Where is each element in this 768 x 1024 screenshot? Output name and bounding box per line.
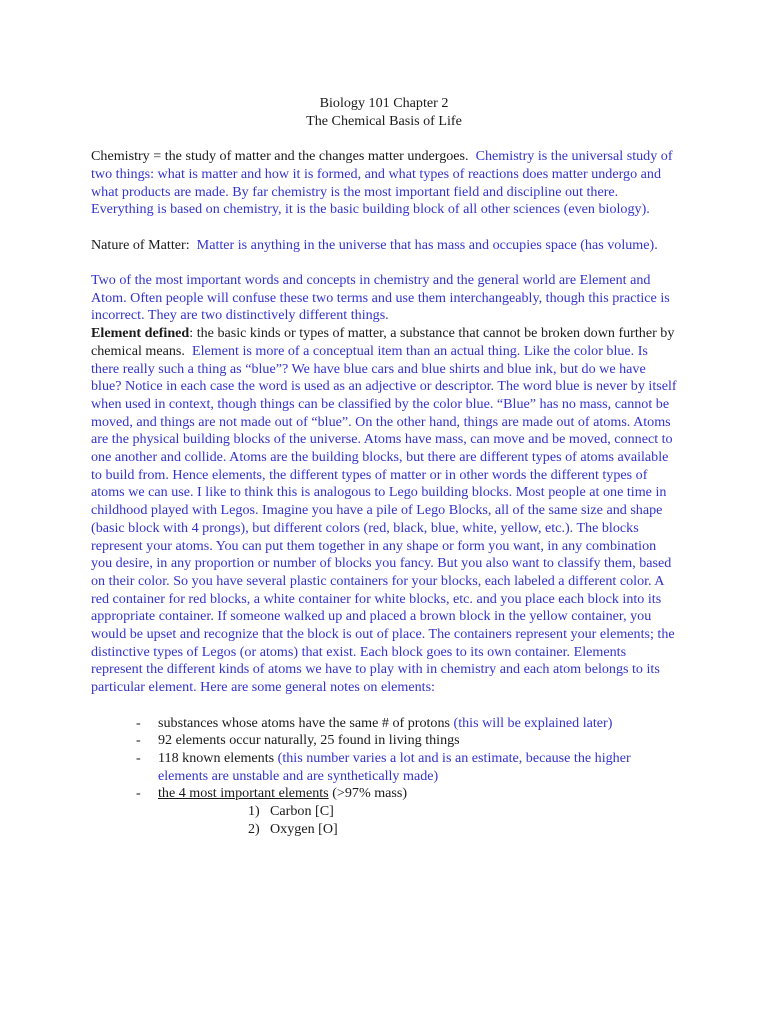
list-item	[91, 785, 677, 838]
list-dash: -	[136, 785, 141, 802]
element-notes-list	[91, 715, 677, 839]
note-annotation: (this will be explained later)	[453, 714, 613, 731]
document-title-block	[91, 95, 677, 130]
chemistry-paragraph	[91, 148, 677, 219]
element-analogy-text: Element is more of a conceptual item than an actual thing. Like the color blue. Is there really such a thing as “blue”? We have blue cars and blue shirts and blue ink, but do we have blue? Notice in each case the word is used as an adjective or descriptor. The word blue is never by itself when used in context, though things can be classified by the color blue. “Blue” has no mass, cannot be moved, and things are not made out of “blue”. On the other hand, things are made out of atoms. Atoms are the physical building blocks of the universe. Atoms have mass, can move and be moved, connect to one another and collide. Atoms are the building blocks, but there are different types of atoms available to build from. Hence elements, the different types of matter or in other words the different types of atoms we can use. I like to think this is analogous to Lego building blocks. Most people at one time in childhood played with Legos. Imagine you have a pile of Lego Blocks, all of the same size and shape (basic block with 4 prongs), but different colors (red, black, blue, white, yellow, etc.). The blocks represent your atoms. You can put them together in any shape or form you want, in any combination you desire, in any proportion or number of blocks you fancy. But you also want to classify them, based on their color. So you have several plastic containers for your blocks, each labeled a different color. A red container for red blocks, a white container for white blocks, etc. and you place each block into its appropriate container. If someone walked up and placed a brown block in the yellow container, you would be upset and recognize that the block is out of place. The containers represent your elements; the distinctive types of Legos (or atoms) that exist. Each block goes to its own container. Elements represent the different kinds of atoms we have to play with in chemistry and each atom belongs to its particular element. Here are some general notes on elements:	[91, 342, 677, 696]
list-item	[91, 732, 677, 750]
note-text: (>97% mass)	[332, 785, 408, 802]
document-page	[91, 95, 677, 838]
element-definition: : the basic kinds or types of matter, a substance that cannot be broken down further by chemical means.	[91, 325, 675, 359]
list-dash: -	[136, 732, 141, 749]
list-dash: -	[136, 714, 141, 731]
sub-list-text: Carbon [C]	[270, 803, 334, 820]
matter-definition: Matter is anything in the universe that has mass and occupies space (has volume).	[196, 236, 658, 253]
sub-list-number: 1)	[248, 803, 260, 820]
element-defined-paragraph	[91, 325, 677, 697]
document-title: Biology 101 Chapter 2	[319, 95, 449, 111]
note-text: 92 elements occur naturally, 25 found in living things	[158, 732, 460, 749]
chemistry-definition: Chemistry = the study of matter and the changes matter undergoes.	[91, 148, 469, 165]
sub-list-item	[158, 821, 677, 839]
matter-label: Nature of Matter:	[91, 236, 190, 253]
element-defined-heading: Element defined	[91, 325, 190, 342]
sub-list-item	[158, 803, 677, 821]
note-underlined-text: the 4 most important elements	[158, 785, 329, 802]
chemistry-explanation: Chemistry is the universal study of two things: what is matter and how it is formed, and what types of reactions does matter undergo and what products are made. By far chemistry is the most important field and discipline out there. Everything is based on chemistry, it is the basic building block of all other sciences (even biology).	[91, 148, 673, 218]
list-item	[91, 750, 677, 785]
note-annotation: (this number varies a lot and is an estimate, because the higher elements are unstable and are synthetically made)	[158, 749, 631, 784]
important-elements-list	[158, 803, 677, 838]
element-atom-paragraph: Two of the most important words and concepts in chemistry and the general world are Element and Atom. Often people will confuse these two terms and use them interchangeably, though this practice is incorrect. They are two distinctively different things.	[91, 271, 670, 324]
list-item	[91, 715, 677, 733]
list-dash: -	[136, 749, 141, 766]
document-subtitle: The Chemical Basis of Life	[306, 112, 462, 129]
sub-list-text: Oxygen [O]	[270, 820, 338, 837]
sub-list-number: 2)	[248, 820, 260, 837]
note-text: 118 known elements	[158, 749, 275, 766]
note-text: substances whose atoms have the same # of protons	[158, 714, 450, 731]
matter-paragraph	[91, 237, 677, 255]
